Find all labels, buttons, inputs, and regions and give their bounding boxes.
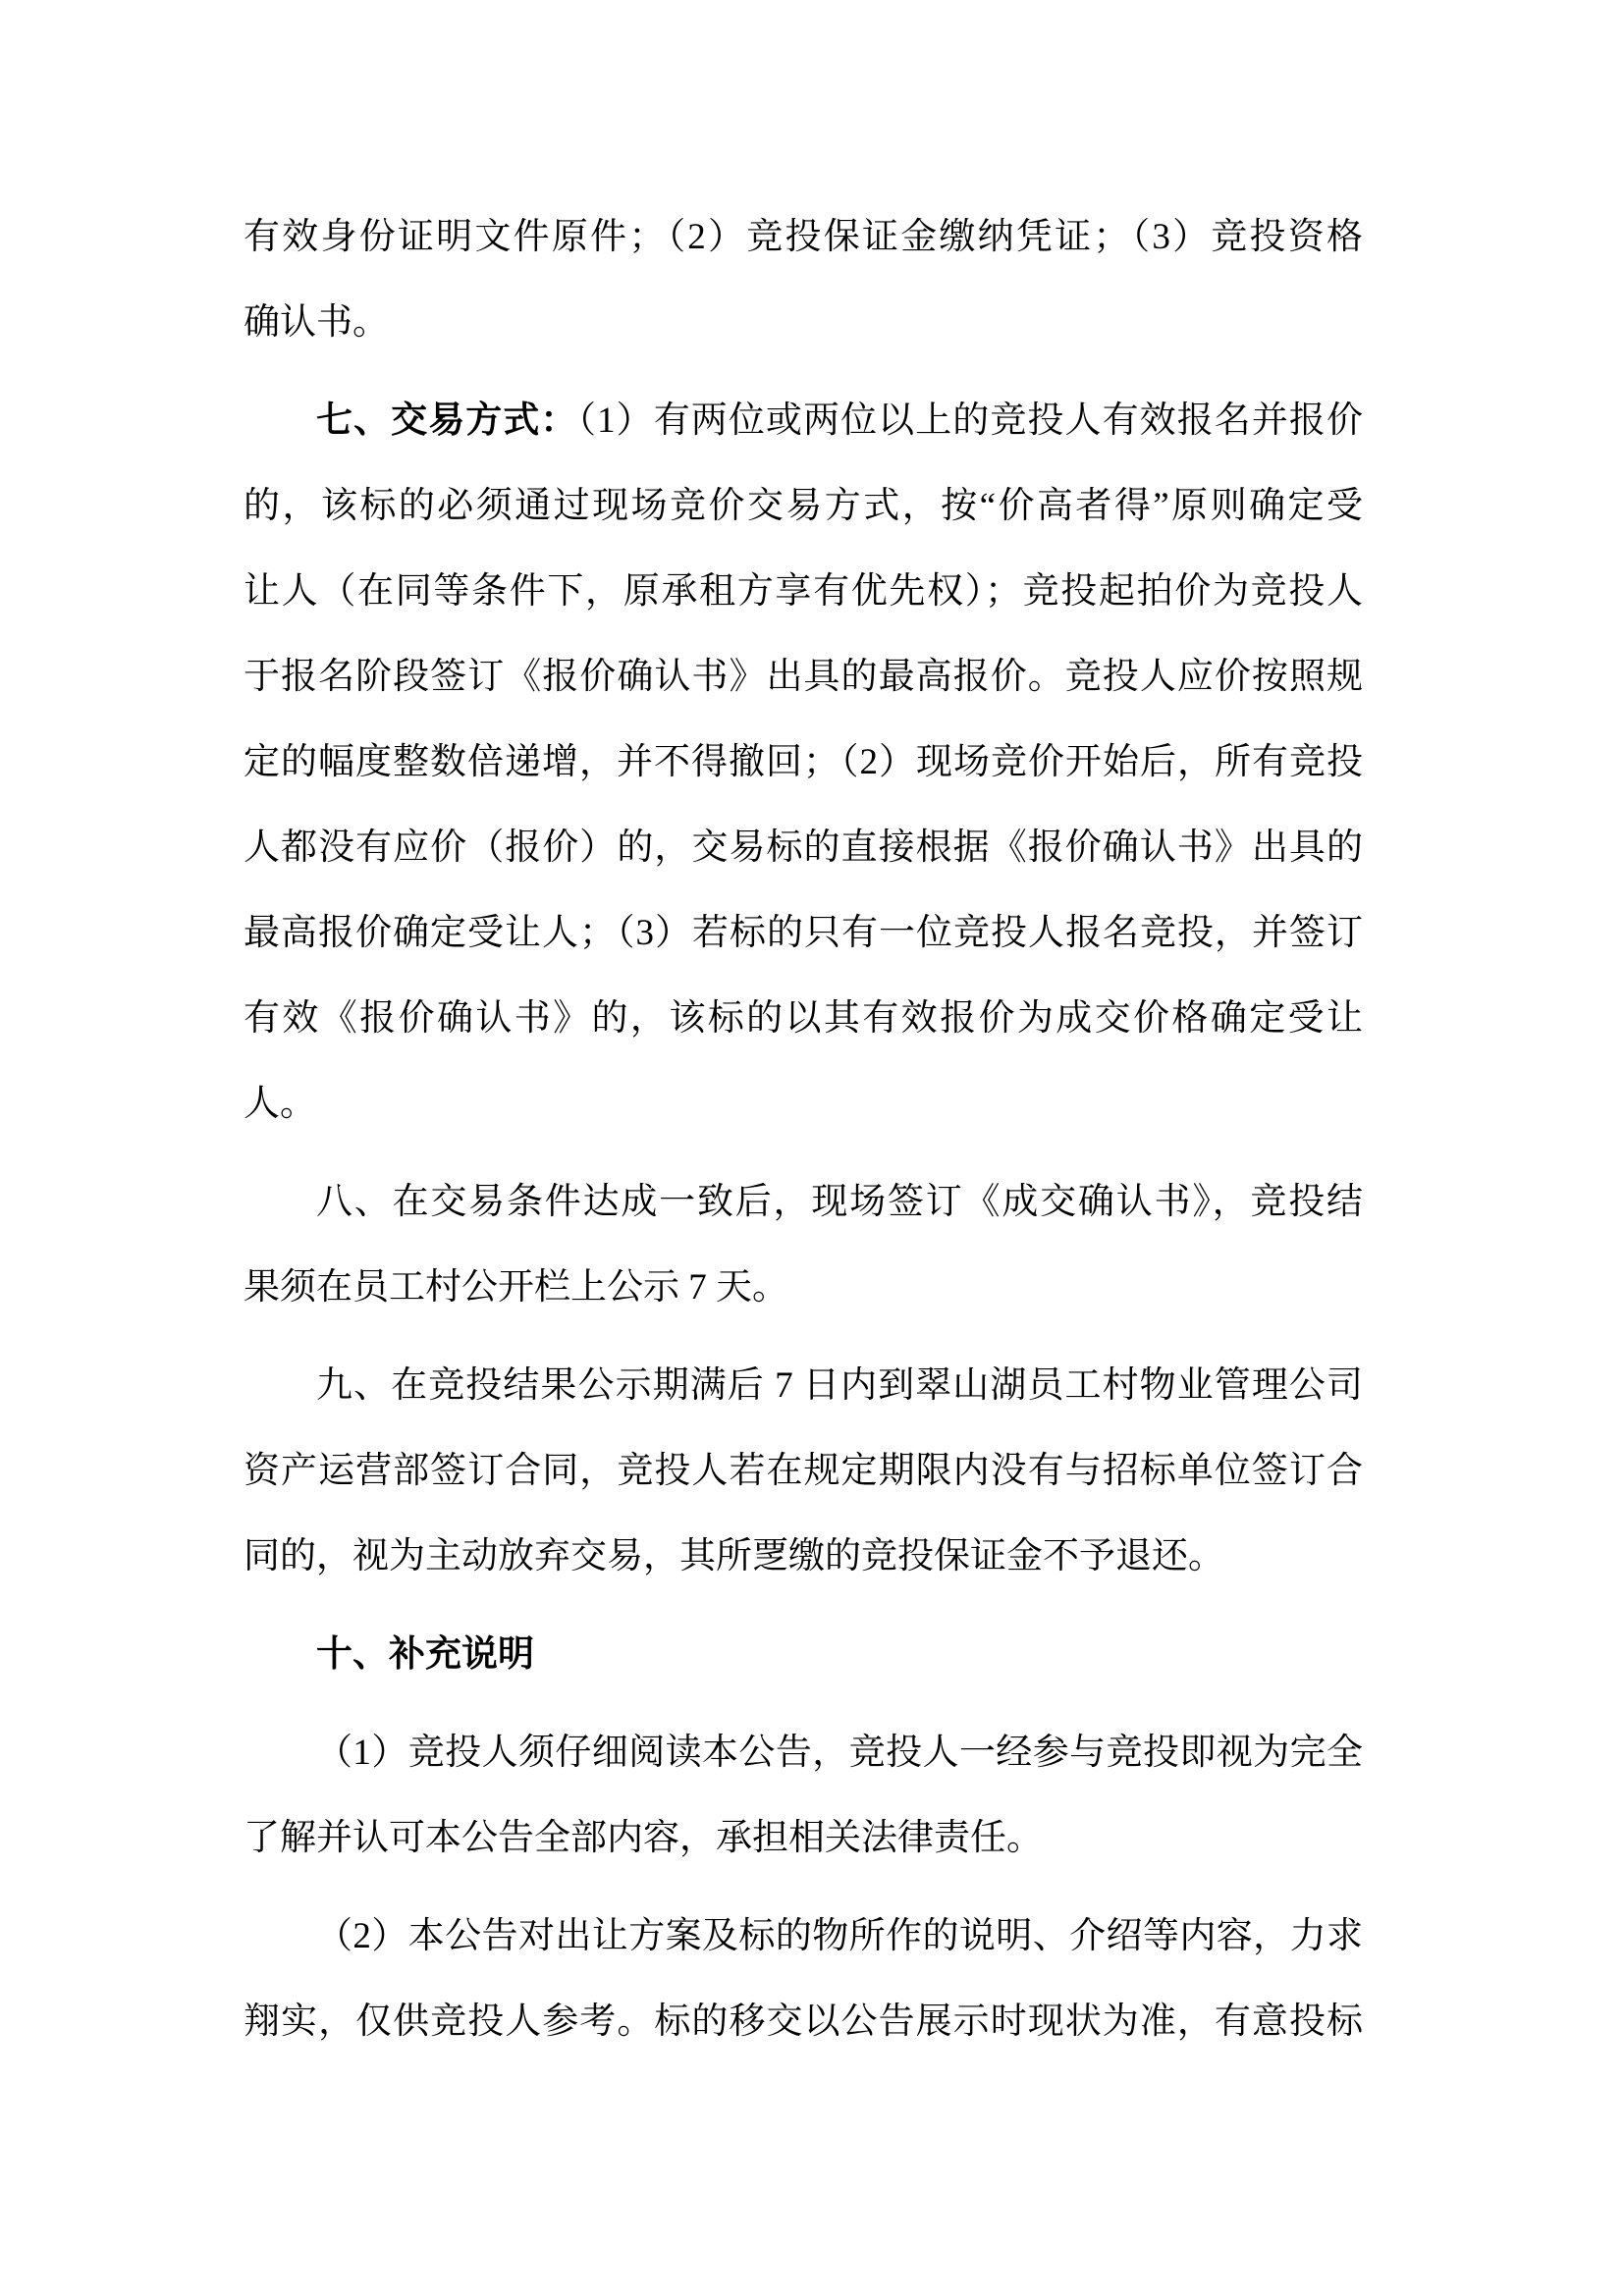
line-text: 人都没有应价（报价）的，交易标的直接根据《报价确认书》出具的 bbox=[244, 828, 1363, 868]
text-line-note2-start bbox=[244, 1894, 1363, 1979]
line-text: 确认书。 bbox=[244, 302, 389, 343]
line-text: 翔实，仅供竞投人参考。标的移交以公告展示时现状为准，有意投标 bbox=[244, 2002, 1363, 2042]
line-text: 资产运营部签订合同，竞投人若在规定期限内没有与招标单位签订合 bbox=[244, 1451, 1363, 1491]
line-text: 有效身份证明文件原件；（2）竞投保证金缴纳凭证；（3）竞投资格 bbox=[244, 217, 1363, 257]
line-text: 九、在竞投结果公示期满后 7 日内到翠山湖员工村物业管理公司 bbox=[316, 1365, 1363, 1406]
line-text: 有效《报价确认书》的，该标的以其有效报价为成交价格确定受让 bbox=[244, 998, 1363, 1039]
text-line bbox=[244, 976, 1363, 1061]
line-text: 让人（在同等条件下，原承租方享有优先权）；竞投起拍价为竞投人 bbox=[244, 571, 1363, 612]
text-line bbox=[244, 1514, 1363, 1599]
text-line-section9-start bbox=[244, 1343, 1363, 1428]
text-line bbox=[244, 194, 1363, 280]
line-text: 八、在交易条件达成一致后，现场签订《成交确认书》，竞投结 bbox=[316, 1182, 1363, 1222]
text-line bbox=[244, 280, 1363, 365]
text-line bbox=[244, 805, 1363, 890]
text-line bbox=[244, 1061, 1363, 1147]
text-line bbox=[244, 1979, 1363, 2064]
text-line bbox=[244, 890, 1363, 976]
text-line-section7-start bbox=[244, 378, 1363, 463]
text-line bbox=[244, 634, 1363, 720]
text-line bbox=[244, 1428, 1363, 1514]
text-line-note1-start bbox=[244, 1710, 1363, 1795]
line-text: （1）竞投人须仔细阅读本公告，竞投人一经参与竞投即视为完全 bbox=[316, 1733, 1363, 1773]
line-text: 人。 bbox=[244, 1084, 316, 1124]
line-text: 于报名阶段签订《报价确认书》出具的最高报价。竞投人应价按照规 bbox=[244, 657, 1363, 697]
text-line bbox=[244, 463, 1363, 549]
text-line bbox=[244, 1795, 1363, 1881]
text-line bbox=[244, 1245, 1363, 1330]
line-text: 了解并认可本公告全部内容，承担相关法律责任。 bbox=[244, 1818, 1043, 1858]
line-text: 最高报价确定受让人；（3）若标的只有一位竞投人报名竞投，并签订 bbox=[244, 913, 1363, 953]
text-line-section8-start bbox=[244, 1159, 1363, 1245]
text-line-section10-heading bbox=[244, 1612, 1363, 1697]
section7-heading: 七、交易方式： bbox=[316, 400, 578, 441]
line-text: 果须在员工村公开栏上公示 7 天。 bbox=[244, 1267, 788, 1308]
line-text: 定的幅度整数倍递增，并不得撤回；（2）现场竞价开始后，所有竞投 bbox=[244, 742, 1363, 782]
section10-heading: 十、补充说明 bbox=[316, 1634, 534, 1675]
text-column bbox=[244, 194, 1363, 2064]
line-text: （2）本公告对出让方案及标的物所作的说明、介绍等内容，力求 bbox=[316, 1916, 1363, 1956]
line-text: 同的，视为主动放弃交易，其所覂缴的竞投保证金不予退还。 bbox=[244, 1536, 1224, 1576]
line-text: （1）有两位或两位以上的竞投人有效报名并报价 bbox=[577, 400, 1363, 441]
text-line bbox=[244, 549, 1363, 634]
line-text: 的，该标的必须通过现场竞价交易方式，按“价高者得”原则确定受 bbox=[244, 486, 1363, 526]
text-line bbox=[244, 720, 1363, 805]
